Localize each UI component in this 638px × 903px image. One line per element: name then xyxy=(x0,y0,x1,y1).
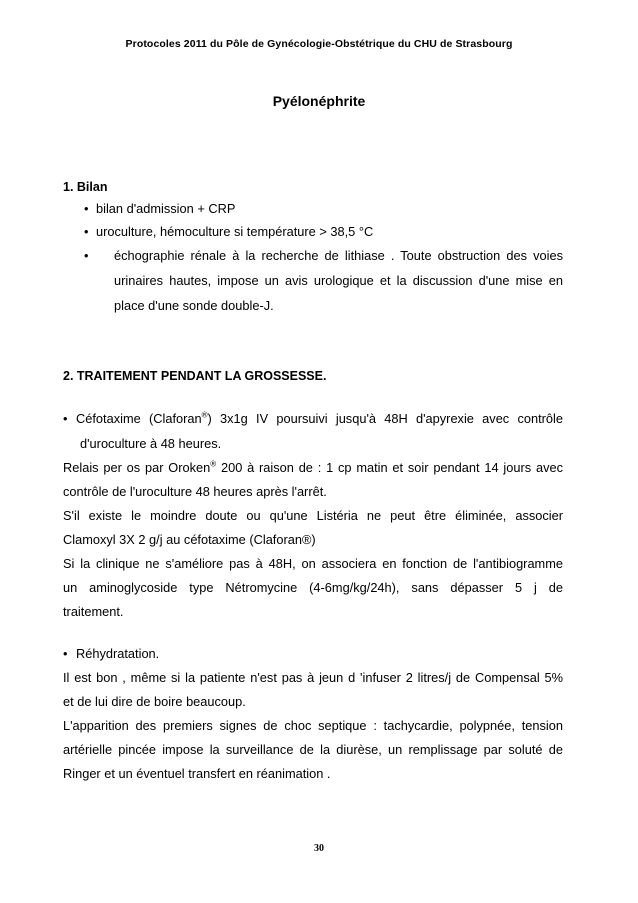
bilan-item-1: bilan d'admission + CRP xyxy=(96,201,236,216)
text-run: Relais per os par Oroken xyxy=(63,460,211,475)
page-title: Pyélonéphrite xyxy=(272,93,366,109)
text-run: 200 à raison de : 1 cp matin et soir pendant 14 jours avec xyxy=(216,460,563,475)
bullet-marker: • xyxy=(63,646,68,661)
cefotaxime-line-2: d'uroculture à 48 heures. xyxy=(80,436,222,451)
section-heading-traitement: 2. TRAITEMENT PENDANT LA GROSSESSE. xyxy=(63,369,327,383)
relais-line-2: contrôle de l'uroculture 48 heures après l'arrêt. xyxy=(63,484,327,499)
relais-line-1 xyxy=(63,460,563,475)
clinique-line-2: un aminoglycoside type Nétromycine (4-6mg/kg/24h), sans dépasser 5 j de xyxy=(63,580,563,595)
bullet-marker: • xyxy=(63,411,68,426)
choc-line-2: artérielle pincée impose la surveillance de la diurèse, un remplissage par soluté de xyxy=(63,742,563,757)
text-run: ) 3x1g IV poursuivi jusqu'à 48H d'apyrexie avec contrôle xyxy=(207,411,563,426)
section-heading-bilan: 1. Bilan xyxy=(63,180,108,194)
text-run: Céfotaxime (Claforan xyxy=(76,411,202,426)
bilan-item-2: uroculture, hémoculture si température > 38,5 °C xyxy=(96,224,374,239)
registered-mark: ® xyxy=(210,459,217,469)
running-header: Protocoles 2011 du Pôle de Gynécologie-Obstétrique du CHU de Strasbourg xyxy=(125,38,513,50)
rehydratation-line-1: Il est bon , même si la patiente n'est pas à jeun d 'infuser 2 litres/j de Compensal 5% xyxy=(63,670,563,685)
rehydratation-bullet: Réhydratation. xyxy=(76,646,160,661)
listeria-line-1: S'il existe le moindre doute ou qu'une Listéria ne peut être éliminée, associer xyxy=(63,508,563,523)
bilan-item-3-line-3: place d'une sonde double-J. xyxy=(114,298,274,313)
clinique-line-3: traitement. xyxy=(63,604,124,619)
listeria-line-2: Clamoxyl 3X 2 g/j au céfotaxime (Claforan®) xyxy=(63,532,316,547)
choc-line-1: L'apparition des premiers signes de choc septique : tachycardie, polypnée, tension xyxy=(63,718,563,733)
choc-line-3: Ringer et un éventuel transfert en réanimation . xyxy=(63,766,331,781)
bilan-item-3-line-1: échographie rénale à la recherche de lithiase . Toute obstruction des voies xyxy=(114,248,563,263)
clinique-line-1: Si la clinique ne s'améliore pas à 48H, on associera en fonction de l'antibiogramme xyxy=(63,556,563,571)
bullet-marker: • xyxy=(84,201,89,216)
cefotaxime-line-1 xyxy=(76,411,563,426)
rehydratation-line-2: et de lui dire de boire beaucoup. xyxy=(63,694,246,709)
bilan-item-3-line-2: urinaires hautes, impose un avis urologique et la discussion d'une mise en xyxy=(114,273,563,288)
bullet-marker: • xyxy=(84,248,89,263)
bullet-marker: • xyxy=(84,224,89,239)
page-number: 30 xyxy=(314,843,324,854)
registered-mark: ® xyxy=(201,410,208,420)
